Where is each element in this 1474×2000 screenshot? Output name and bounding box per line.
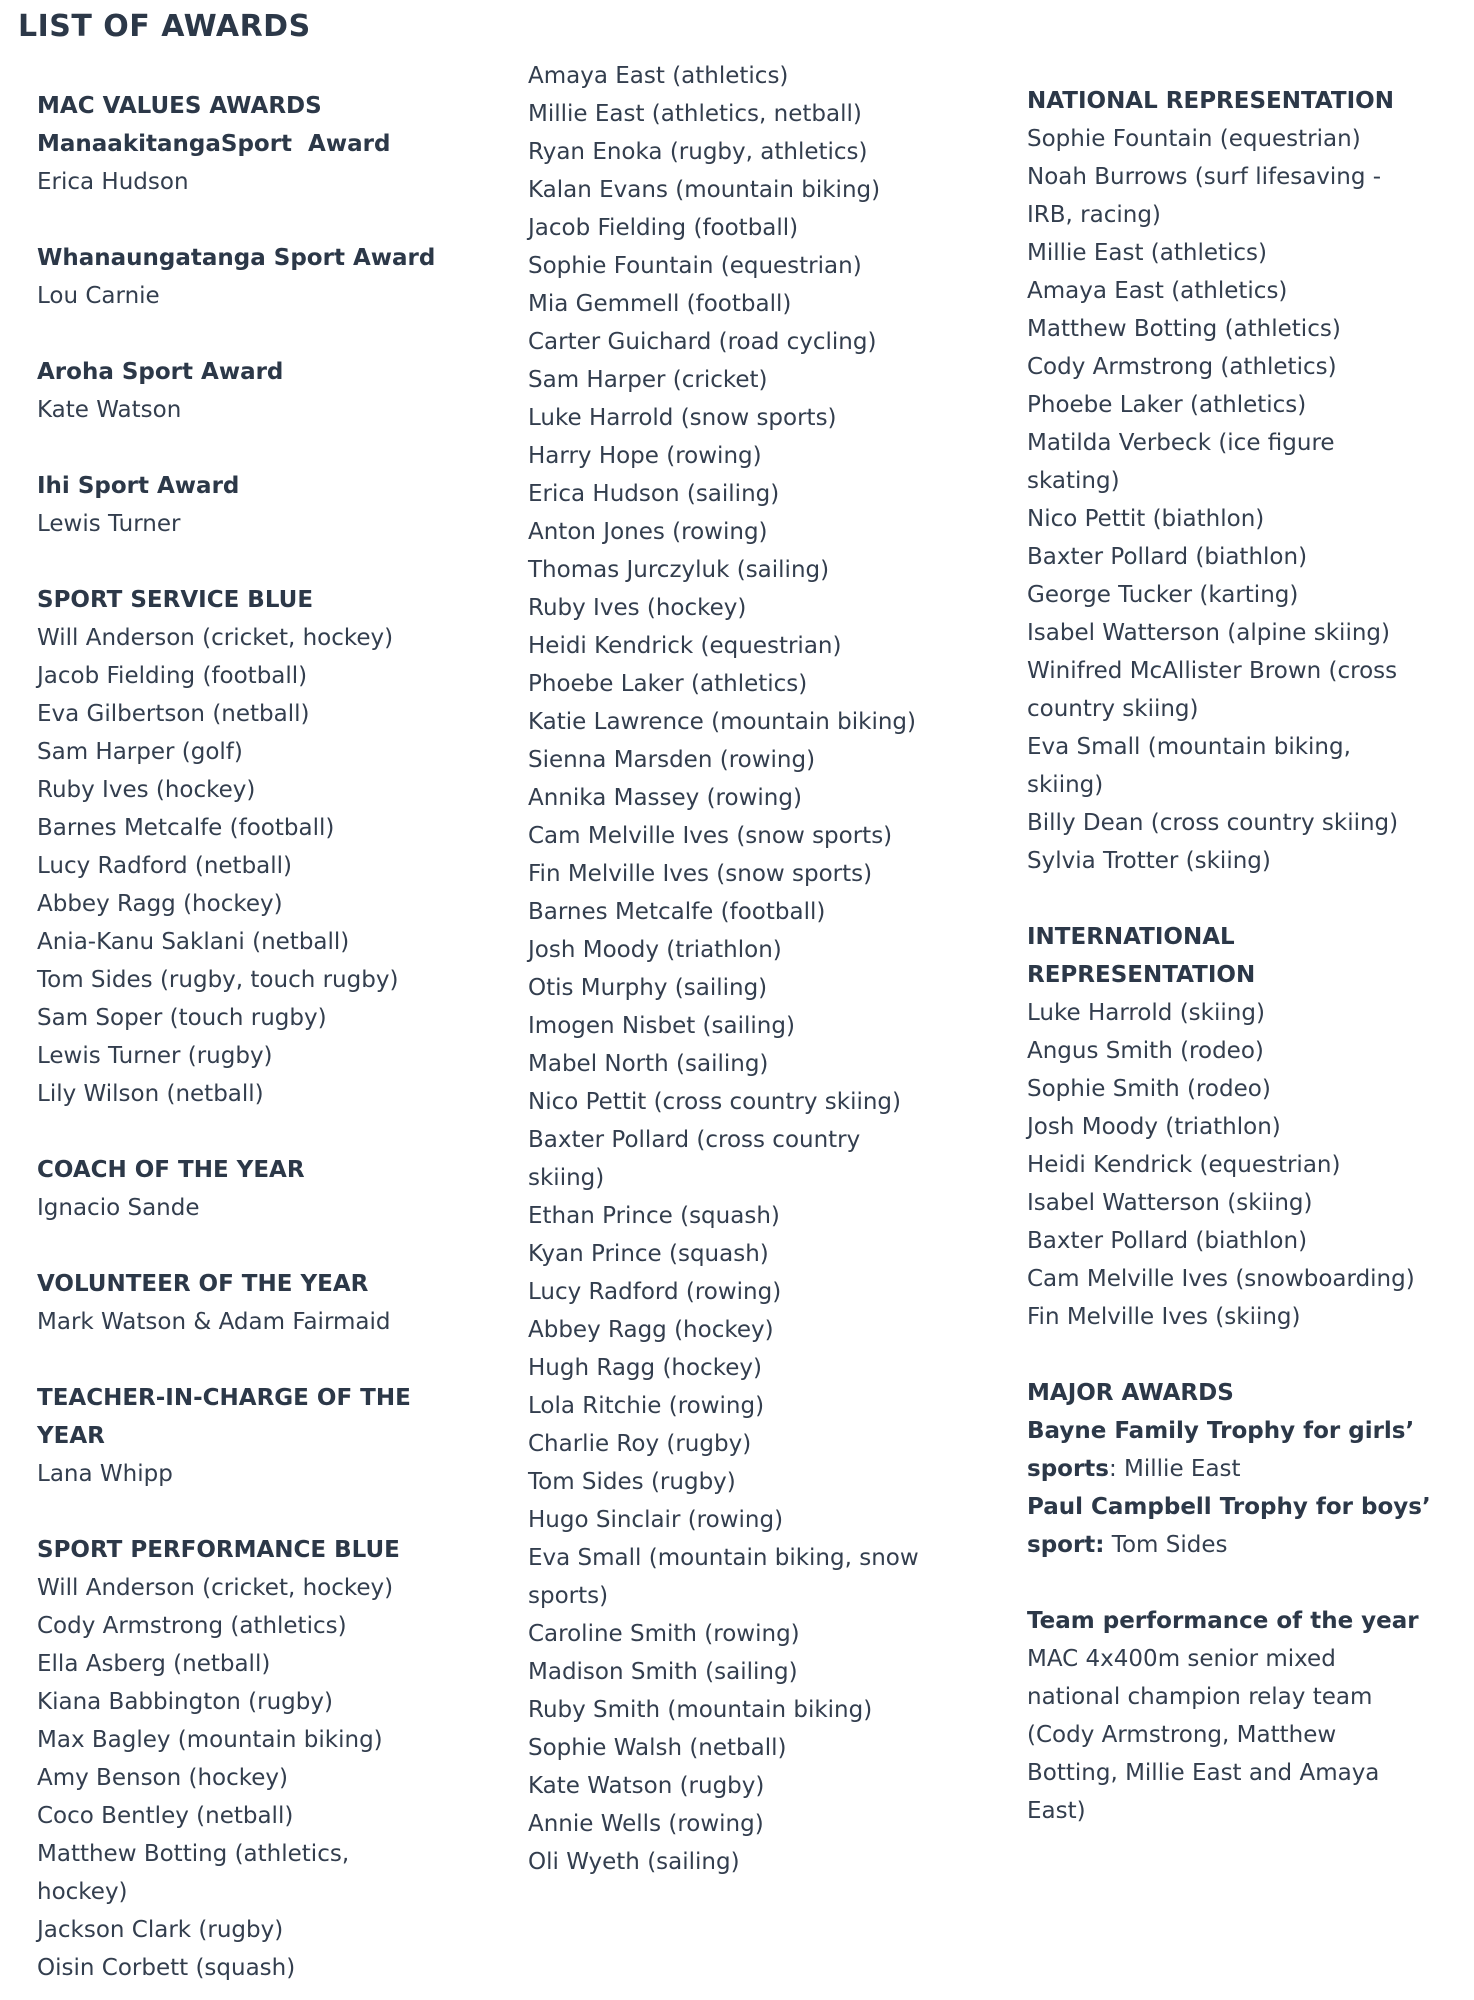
regular-text: Angus Smith (rodeo): [1027, 1038, 1264, 1064]
regular-text: Billy Dean (cross country skiing): [1027, 810, 1399, 836]
regular-text: Ella Asberg (netball): [37, 1651, 271, 1677]
regular-text: Ryan Enoka (rugby, athletics): [528, 139, 868, 165]
regular-text: Heidi Kendrick (equestrian): [528, 633, 842, 659]
blank-line: [37, 1493, 435, 1531]
text-line: [1027, 842, 1431, 880]
text-line: [528, 361, 919, 399]
blank-line: [37, 543, 435, 581]
text-line: [37, 1759, 435, 1797]
regular-text: skiing): [528, 1165, 605, 1191]
regular-text: Matthew Botting (athletics,: [37, 1841, 350, 1867]
text-line: [37, 619, 435, 657]
regular-text: Kiana Babbington (rugby): [37, 1689, 333, 1715]
text-line: [528, 665, 919, 703]
regular-text: Will Anderson (cricket, hockey): [37, 625, 394, 651]
regular-text: Baxter Pollard (cross country: [528, 1127, 861, 1153]
text-line: [37, 1531, 435, 1569]
regular-text: Tom Sides: [1104, 1532, 1228, 1558]
text-line: [37, 1455, 435, 1493]
regular-text: Mark Watson & Adam Fairmaid: [37, 1309, 391, 1335]
blank-line: [37, 1341, 435, 1379]
regular-text: Anton Jones (rowing): [528, 519, 768, 545]
bold-text: SPORT PERFORMANCE BLUE: [37, 1537, 400, 1563]
regular-text: Amaya East (athletics): [528, 63, 789, 89]
text-line: [1027, 994, 1431, 1032]
text-line: [1027, 1640, 1431, 1678]
text-line: [37, 1873, 435, 1911]
regular-text: Eva Gilbertson (netball): [37, 701, 310, 727]
regular-text: Barnes Metcalfe (football): [528, 899, 826, 925]
text-line: [1027, 1108, 1431, 1146]
regular-text: Nico Pettit (cross country skiing): [528, 1089, 901, 1115]
regular-text: Eva Small (mountain biking,: [1027, 734, 1351, 760]
awards-column-2: [528, 57, 919, 1881]
regular-text: Will Anderson (cricket, hockey): [37, 1575, 394, 1601]
text-line: [528, 1349, 919, 1387]
regular-text: hockey): [37, 1879, 128, 1905]
text-line: [528, 1691, 919, 1729]
bold-text: Ihi Sport Award: [37, 473, 240, 499]
text-line: [37, 1911, 435, 1949]
regular-text: Abbey Ragg (hockey): [37, 891, 283, 917]
regular-text: Mia Gemmell (football): [528, 291, 792, 317]
regular-text: Ruby Ives (hockey): [37, 777, 256, 803]
regular-text: Kate Watson: [37, 397, 182, 423]
text-line: [528, 1083, 919, 1121]
text-line: [37, 87, 435, 125]
text-line: [1027, 1450, 1431, 1488]
text-line: [1027, 1754, 1431, 1792]
regular-text: Phoebe Laker (athletics): [1027, 392, 1307, 418]
bold-text: Aroha Sport Award: [37, 359, 284, 385]
regular-text: Fin Melville Ives (snow sports): [528, 861, 873, 887]
text-line: [37, 125, 435, 163]
text-line: [1027, 576, 1431, 614]
text-line: [528, 57, 919, 95]
regular-text: Lily Wilson (netball): [37, 1081, 264, 1107]
text-line: [1027, 728, 1431, 766]
text-line: [37, 353, 435, 391]
regular-text: Phoebe Laker (athletics): [528, 671, 808, 697]
regular-text: Lou Carnie: [37, 283, 160, 309]
text-line: [37, 1645, 435, 1683]
text-line: [1027, 424, 1431, 462]
regular-text: Heidi Kendrick (equestrian): [1027, 1152, 1341, 1178]
text-line: [528, 855, 919, 893]
regular-text: George Tucker (karting): [1027, 582, 1299, 608]
text-line: [528, 1159, 919, 1197]
text-line: [37, 163, 435, 201]
text-line: [528, 1805, 919, 1843]
bold-text: REPRESENTATION: [1027, 962, 1256, 988]
regular-text: Hugh Ragg (hockey): [528, 1355, 762, 1381]
text-line: [528, 817, 919, 855]
regular-text: Carter Guichard (road cycling): [528, 329, 877, 355]
text-line: [528, 1463, 919, 1501]
text-line: [528, 399, 919, 437]
regular-text: Millie East (athletics): [1027, 240, 1268, 266]
text-line: [1027, 804, 1431, 842]
blank-line: [37, 315, 435, 353]
regular-text: Cam Melville Ives (snow sports): [528, 823, 893, 849]
text-line: [37, 391, 435, 429]
text-line: [528, 741, 919, 779]
page-title: LIST OF AWARDS: [18, 9, 311, 44]
bold-text: SPORT SERVICE BLUE: [37, 587, 314, 613]
regular-text: skiing): [1027, 772, 1104, 798]
regular-text: Fin Melville Ives (skiing): [1027, 1304, 1301, 1330]
text-line: [1027, 1412, 1431, 1450]
regular-text: Ethan Prince (squash): [528, 1203, 780, 1229]
text-line: [37, 657, 435, 695]
regular-text: Lucy Radford (netball): [37, 853, 293, 879]
text-line: [1027, 766, 1431, 804]
text-line: [37, 771, 435, 809]
text-line: [37, 1075, 435, 1113]
regular-text: Oisin Corbett (squash): [37, 1955, 296, 1981]
regular-text: Otis Murphy (sailing): [528, 975, 768, 1001]
text-line: [1027, 956, 1431, 994]
regular-text: Josh Moody (triathlon): [528, 937, 782, 963]
regular-text: Jackson Clark (rugby): [37, 1917, 284, 1943]
regular-text: Matthew Botting (athletics): [1027, 316, 1341, 342]
regular-text: Cody Armstrong (athletics): [37, 1613, 347, 1639]
regular-text: Sophie Smith (rodeo): [1027, 1076, 1271, 1102]
text-line: [1027, 234, 1431, 272]
text-line: [1027, 1374, 1431, 1412]
regular-text: MAC 4x400m senior mixed: [1027, 1646, 1336, 1672]
regular-text: Luke Harrold (snow sports): [528, 405, 837, 431]
regular-text: Tom Sides (rugby): [528, 1469, 736, 1495]
text-line: [1027, 1070, 1431, 1108]
text-line: [37, 695, 435, 733]
regular-text: Lewis Turner: [37, 511, 181, 537]
text-line: [37, 467, 435, 505]
blank-line: [37, 429, 435, 467]
regular-text: Millie East (athletics, netball): [528, 101, 862, 127]
text-line: [528, 1387, 919, 1425]
regular-text: Lucy Radford (rowing): [528, 1279, 782, 1305]
text-line: [37, 885, 435, 923]
text-line: [528, 247, 919, 285]
regular-text: Lola Ritchie (rowing): [528, 1393, 765, 1419]
text-line: [528, 1007, 919, 1045]
text-line: [37, 1835, 435, 1873]
text-line: [37, 1189, 435, 1227]
regular-text: Ania-Kanu Saklani (netball): [37, 929, 350, 955]
regular-text: Hugo Sinclair (rowing): [528, 1507, 784, 1533]
text-line: [37, 1151, 435, 1189]
regular-text: Kate Watson (rugby): [528, 1773, 765, 1799]
regular-text: Nico Pettit (biathlon): [1027, 506, 1265, 532]
text-line: [1027, 690, 1431, 728]
text-line: [37, 1797, 435, 1835]
text-line: [37, 961, 435, 999]
text-line: [528, 209, 919, 247]
regular-text: IRB, racing): [1027, 202, 1161, 228]
regular-text: Luke Harrold (skiing): [1027, 1000, 1265, 1026]
regular-text: Ruby Smith (mountain biking): [528, 1697, 873, 1723]
text-line: [528, 437, 919, 475]
regular-text: Botting, Millie East and Amaya: [1027, 1760, 1380, 1786]
bold-text: COACH OF THE YEAR: [37, 1157, 305, 1183]
regular-text: Erica Hudson: [37, 169, 189, 195]
regular-text: Winifred McAllister Brown (cross: [1027, 658, 1398, 684]
regular-text: Caroline Smith (rowing): [528, 1621, 800, 1647]
regular-text: Kalan Evans (mountain biking): [528, 177, 881, 203]
text-line: [528, 1729, 919, 1767]
text-line: [37, 1303, 435, 1341]
regular-text: Kyan Prince (squash): [528, 1241, 769, 1267]
bold-text: YEAR: [37, 1423, 105, 1449]
regular-text: Barnes Metcalfe (football): [37, 815, 335, 841]
text-line: [528, 1843, 919, 1881]
text-line: [1027, 1184, 1431, 1222]
text-line: [528, 1767, 919, 1805]
text-line: [37, 1265, 435, 1303]
regular-text: Charlie Roy (rugby): [528, 1431, 752, 1457]
text-line: [1027, 1298, 1431, 1336]
regular-text: Max Bagley (mountain biking): [37, 1727, 383, 1753]
regular-text: Sam Harper (golf): [37, 739, 243, 765]
text-line: [528, 1425, 919, 1463]
bold-text: sport:: [1027, 1532, 1105, 1558]
text-line: [528, 475, 919, 513]
text-line: [1027, 1526, 1431, 1564]
regular-text: Isabel Watterson (alpine skiing): [1027, 620, 1390, 646]
text-line: [37, 239, 435, 277]
text-line: [1027, 348, 1431, 386]
regular-text: Sophie Walsh (netball): [528, 1735, 787, 1761]
regular-text: Isabel Watterson (skiing): [1027, 1190, 1313, 1216]
regular-text: Erica Hudson (sailing): [528, 481, 780, 507]
regular-text: Cody Armstrong (athletics): [1027, 354, 1337, 380]
text-line: [528, 1121, 919, 1159]
regular-text: Coco Bentley (netball): [37, 1803, 294, 1829]
text-line: [1027, 1222, 1431, 1260]
text-line: [1027, 1792, 1431, 1830]
regular-text: Thomas Jurczyluk (sailing): [528, 557, 830, 583]
regular-text: Oli Wyeth (sailing): [528, 1849, 740, 1875]
regular-text: Ruby Ives (hockey): [528, 595, 747, 621]
regular-text: Harry Hope (rowing): [528, 443, 762, 469]
regular-text: Imogen Nisbet (sailing): [528, 1013, 795, 1039]
text-line: [528, 703, 919, 741]
text-line: [528, 285, 919, 323]
text-line: [528, 171, 919, 209]
text-line: [37, 1037, 435, 1075]
regular-text: Jacob Fielding (football): [528, 215, 799, 241]
text-line: [528, 1273, 919, 1311]
regular-text: Annie Wells (rowing): [528, 1811, 764, 1837]
text-line: [528, 969, 919, 1007]
regular-text: Sam Harper (cricket): [528, 367, 768, 393]
regular-text: Amaya East (athletics): [1027, 278, 1288, 304]
bold-text: MAJOR AWARDS: [1027, 1380, 1234, 1406]
text-line: [37, 1569, 435, 1607]
text-line: [37, 1721, 435, 1759]
text-line: [1027, 158, 1431, 196]
bold-text: MAC VALUES AWARDS: [37, 93, 322, 119]
text-line: [528, 893, 919, 931]
text-line: [37, 1607, 435, 1645]
regular-text: Sienna Marsden (rowing): [528, 747, 816, 773]
regular-text: Sophie Fountain (equestrian): [528, 253, 862, 279]
awards-column-3: [1027, 82, 1431, 1830]
text-line: [37, 733, 435, 771]
bold-text: ManaakitangaSport Award: [37, 131, 391, 157]
text-line: [1027, 1488, 1431, 1526]
bold-text: Paul Campbell Trophy for boys’: [1027, 1494, 1431, 1520]
regular-text: Jacob Fielding (football): [37, 663, 308, 689]
text-line: [1027, 1716, 1431, 1754]
regular-text: Cam Melville Ives (snowboarding): [1027, 1266, 1415, 1292]
text-line: [528, 513, 919, 551]
regular-text: Mabel North (sailing): [528, 1051, 769, 1077]
text-line: [1027, 1032, 1431, 1070]
bold-text: Whanaungatanga Sport Award: [37, 245, 436, 271]
text-line: [1027, 272, 1431, 310]
text-line: [528, 589, 919, 627]
blank-line: [37, 1113, 435, 1151]
text-line: [528, 1311, 919, 1349]
text-line: [528, 1045, 919, 1083]
text-line: [1027, 538, 1431, 576]
bold-text: INTERNATIONAL: [1027, 924, 1235, 950]
text-line: [37, 1379, 435, 1417]
text-line: [528, 1197, 919, 1235]
text-line: [1027, 310, 1431, 348]
text-line: [528, 627, 919, 665]
text-line: [528, 931, 919, 969]
regular-text: Abbey Ragg (hockey): [528, 1317, 774, 1343]
text-line: [528, 323, 919, 361]
text-line: [1027, 82, 1431, 120]
text-line: [1027, 120, 1431, 158]
bold-text: Team performance of the year: [1027, 1608, 1419, 1634]
text-line: [37, 1417, 435, 1455]
text-line: [37, 1683, 435, 1721]
text-line: [1027, 614, 1431, 652]
regular-text: Madison Smith (sailing): [528, 1659, 798, 1685]
regular-text: Noah Burrows (surf lifesaving -: [1027, 164, 1382, 190]
text-line: [1027, 1146, 1431, 1184]
regular-text: Baxter Pollard (biathlon): [1027, 544, 1308, 570]
text-line: [37, 581, 435, 619]
regular-text: East): [1027, 1798, 1086, 1824]
text-line: [528, 1577, 919, 1615]
regular-text: skating): [1027, 468, 1120, 494]
blank-line: [37, 201, 435, 239]
text-line: [37, 505, 435, 543]
regular-text: Sophie Fountain (equestrian): [1027, 126, 1361, 152]
regular-text: Ignacio Sande: [37, 1195, 200, 1221]
regular-text: Josh Moody (triathlon): [1027, 1114, 1281, 1140]
text-line: [1027, 500, 1431, 538]
regular-text: Amy Benson (hockey): [37, 1765, 289, 1791]
bold-text: VOLUNTEER OF THE YEAR: [37, 1271, 369, 1297]
text-line: [1027, 918, 1431, 956]
text-line: [37, 809, 435, 847]
bold-text: Bayne Family Trophy for girls’: [1027, 1418, 1415, 1444]
regular-text: Lewis Turner (rugby): [37, 1043, 273, 1069]
text-line: [37, 277, 435, 315]
text-line: [1027, 1678, 1431, 1716]
regular-text: (Cody Armstrong, Matthew: [1027, 1722, 1337, 1748]
regular-text: Sylvia Trotter (skiing): [1027, 848, 1271, 874]
regular-text: Matilda Verbeck (ice figure: [1027, 430, 1335, 456]
text-line: [1027, 462, 1431, 500]
regular-text: : Millie East: [1108, 1456, 1241, 1482]
text-line: [528, 133, 919, 171]
blank-line: [1027, 1564, 1431, 1602]
blank-line: [37, 1227, 435, 1265]
text-line: [37, 923, 435, 961]
bold-text: NATIONAL REPRESENTATION: [1027, 88, 1394, 114]
text-line: [37, 1949, 435, 1987]
text-line: [528, 1235, 919, 1273]
text-line: [528, 95, 919, 133]
text-line: [528, 1539, 919, 1577]
text-line: [528, 779, 919, 817]
blank-line: [1027, 880, 1431, 918]
awards-column-1: [37, 87, 435, 1987]
regular-text: sports): [528, 1583, 609, 1609]
text-line: [1027, 1260, 1431, 1298]
regular-text: Sam Soper (touch rugby): [37, 1005, 327, 1031]
text-line: [37, 999, 435, 1037]
regular-text: country skiing): [1027, 696, 1199, 722]
text-line: [528, 1615, 919, 1653]
text-line: [1027, 386, 1431, 424]
text-line: [1027, 652, 1431, 690]
blank-line: [1027, 1336, 1431, 1374]
regular-text: Baxter Pollard (biathlon): [1027, 1228, 1308, 1254]
regular-text: Katie Lawrence (mountain biking): [528, 709, 916, 735]
bold-text: TEACHER-IN-CHARGE OF THE: [37, 1385, 411, 1411]
regular-text: Tom Sides (rugby, touch rugby): [37, 967, 399, 993]
text-line: [528, 551, 919, 589]
regular-text: Lana Whipp: [37, 1461, 173, 1487]
regular-text: Annika Massey (rowing): [528, 785, 802, 811]
regular-text: Eva Small (mountain biking, snow: [528, 1545, 919, 1571]
bold-text: sports: [1027, 1456, 1109, 1482]
text-line: [1027, 196, 1431, 234]
text-line: [1027, 1602, 1431, 1640]
text-line: [528, 1653, 919, 1691]
regular-text: national champion relay team: [1027, 1684, 1373, 1710]
text-line: [528, 1501, 919, 1539]
text-line: [37, 847, 435, 885]
